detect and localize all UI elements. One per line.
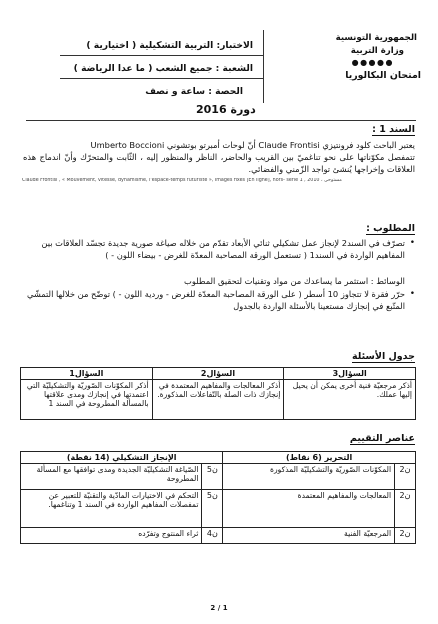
practical-score: 5ن [202,490,223,528]
question-3-header: السؤال3 [284,368,416,380]
writing-score: 2ن [395,490,416,528]
practical-criterion: ثراء المنتوج وتفرّده [21,528,202,544]
task-item-2 [22,288,415,312]
practical-score: 5ن [202,464,223,490]
questions-table-row [21,380,416,420]
grading-row [21,464,416,490]
header-rule-1 [60,55,263,56]
grading-title: عناصر التقييم [349,433,415,444]
document-title: السند 1 : [372,124,415,135]
header-rule-2 [60,78,263,79]
practical-criterion: الصّياغة التشكيليّة الجديدة ومدى توافقها مع المسألة المطروحة [21,464,202,490]
bullet-icon: • [409,289,415,299]
task-item-1 [22,237,415,261]
exam-subject: الاختبار: التربية التشكيلية ( اختيارية ) [86,40,253,51]
question-1-header: السؤال1 [21,368,153,380]
exam-duration: الحصة : ساعة و نصف [145,86,243,97]
header-bottom-rule [26,120,416,121]
task-title: المطلوب : [366,223,415,234]
practical-header: الإنجاز التشكيلي (14 نقطة) [21,452,223,464]
exam-title: امتحان البكالوريا [345,70,421,81]
bullet-icon: • [409,238,415,248]
grading-table [20,451,416,544]
question-3-cell: أذكر مرجعيّة فنية أخرى يمكن أن يحيل إليها عملك. [284,380,416,420]
grading-header-row [21,452,416,464]
grading-row [21,528,416,544]
practical-criterion: التحكم في الاختيارات المادّية والتقنيّة للتعبير عن تمفصلات المفاهيم الواردة في السند 1 وتناغمها. [21,490,202,528]
page-number: 2 / 1 [210,604,228,612]
ministry-line-2: وزارة التربية [350,46,404,56]
writing-criterion: المرجعيّة الفنية [223,528,395,544]
questions-table [20,367,416,420]
question-2-cell: أذكر المعالجات والمفاهيم المعتمدة في إنجازك ذات الصلة بالتّفاعلات المذكورة. [152,380,284,420]
ministry-line-1: الجمهورية التونسية [335,33,417,43]
writing-score: 2ن [395,464,416,490]
document-body-rest: تتمفصل مكوّناتها على نحو تناغميّ بين القريب والحاضر، الناظر والمنظور إليه ، الثّابت والمتحرّك وأنّ اندماج هذه العلاقات وإخراجها يُنشئ تواجد الزّمني والفضائي. [23,152,415,174]
writing-criterion: المعالجات والمفاهيم المعتمدة [223,490,395,528]
document-body-line-1: يعتبر الباحث كلود فرونتيزي Claude Frontisi أنّ لوحات أمبرتو بوتشوني Umberto Boccioni [90,140,415,150]
question-2-header: السؤال2 [152,368,284,380]
writing-header: التحرير (6 نقاط) [223,452,416,464]
task-item-2-text: حرّر فقرة لا تتجاوز 10 أسطر ( على الورقة المصاحبة المعدّة للغرض - وردية اللون - ) توضّح من خلالها التمشّي المتّبع في إنجازك مستعينا بالأسئلة الواردة بالجدول [26,289,405,311]
questions-table-title: جدول الأسئلة [352,351,415,362]
exam-session: دورة 2016 [196,103,256,116]
questions-table-header-row [21,368,416,380]
task-item-1-note: الوسائط : استثمر ما يساعدك من مواد وتقنيات لتحقيق المطلوب [184,276,405,286]
writing-criterion: المكوّنات الصّوريّة والتشكيليّة المذكورة [223,464,395,490]
writing-score: 2ن [395,528,416,544]
decorative-dots: ●●●●● [351,58,394,67]
exam-section: الشعبة : جميع الشعب ( ما عدا الرياضة ) [73,63,253,74]
header-divider [263,30,264,103]
practical-score: 4ن [202,528,223,544]
grading-row [21,490,416,528]
document-reference: Claude Frontisi , « Mouvement, vitesse, dynamisme, l'espace-temps futuriste », Images fixes [En ligne], hors- série 1 , 2010 ، مستوحى [22,178,342,183]
question-1-cell: أذكر المكوّنات الصّوريّة والتشكيليّة التي اعتمدتها في إنجازك ومدى علاقتها بالمسألة المطروحة في السند 1 [21,380,153,420]
task-item-1-text: تصرّف في السند2 لإنجاز عمل تشكيلي ثنائي الأبعاد تقدّم من خلاله صياغة صورية جديدة تجسّد العلاقات بين المفاهيم الواردة في السند1 ( تستعمل الورقة المصاحبة المعدّة للغرض - بيضاء اللون - ) [41,238,405,260]
